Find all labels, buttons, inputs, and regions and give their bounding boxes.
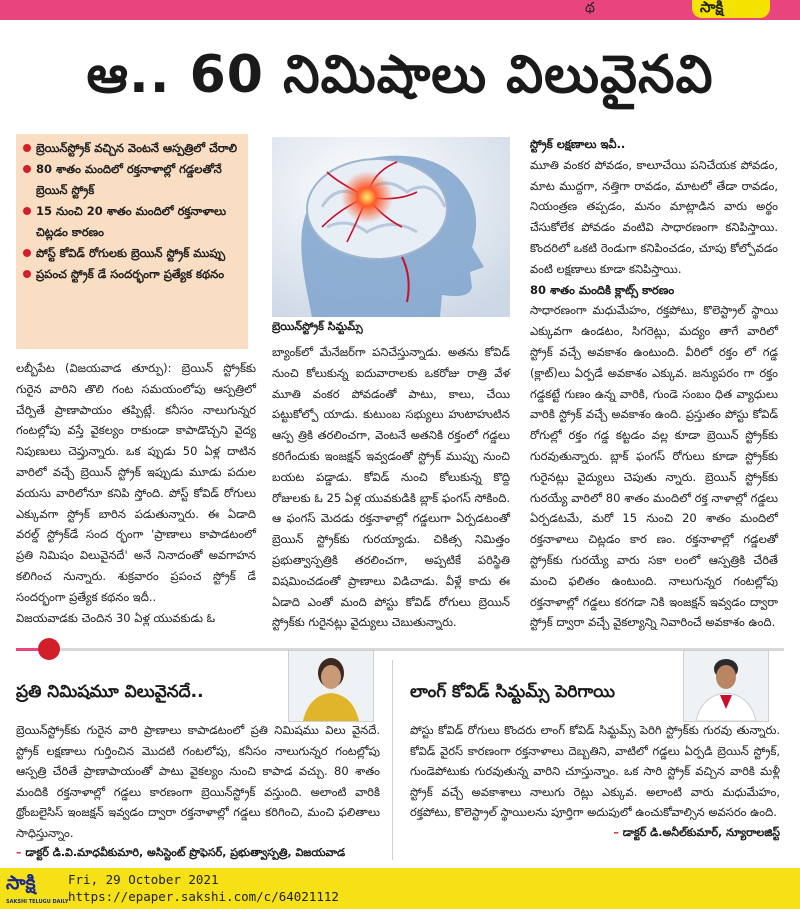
highlight-item: 80 శాతం మందిలో రక్తనాళాల్లో గడ్డలతోనే బ్రెయిన్ స్ట్రోక్ [22,159,242,201]
quote-left-signature: డాక్టర్ డి.వి.మాధవీకుమారి, అసిస్టెంట్ ప్రొఫెసర్, ప్రభుత్వాస్పత్రి, విజయవాడ [25,846,346,859]
brand-tab-label: సాక్షి [700,0,724,16]
divider-dot [38,638,60,660]
quote-right: పోస్టు కోవిడ్ రోగులు కొందరు లాంగ్ కోవిడ్ సిమ్టమ్స్ పెరిగి స్ట్రోక్‌కు గురవు తున్నారు. కోవిడ్ వైరస్ కారణంగా రక్తనాళాలు దెబ్బతిని, వాటిలో గడ్డలు ఏర్పడి బ్రెయిన్ స్ట్రోక్, గుండెపోటుకు గురవుతున్న వారిని చూస్తున్నాం. ఒక సారి స్ట్రోక్ వచ్చిన వారికి మళ్లీ స్ట్రోక్ వచ్చే అవకాశాలు నాలుగు రెట్లు ఎక్కువ. అలాంటి వారు మధుమేహం, రక్తపోటు, కొలెస్ట్రాల్ స్థాయిలను పూర్తిగా అదుపులో ఉంచుకోవాల్సిన అవసరం ఉంది. – డాక్టర్ డి.అనీల్‌కుమార్, న్యూరాలజిస్ట్ [410,720,780,843]
left-column [16,358,256,628]
highlights-box [16,134,248,349]
top-bar-mark: థ [585,0,595,16]
quote-right-title: లాంగ్ కోవిడ్ సిమ్టమ్స్ పెరిగాయి [410,682,616,702]
footer-meta [68,871,339,905]
epaper-link[interactable]: https://epaper.sakshi.com/c/64021112 [68,889,339,904]
brand-tab [692,0,770,18]
clots-text: సాధారణంగా మధుమేహం, రక్తపోటు, కొలెస్ట్రాల్ స్థాయి ఎక్కువగా ఉండటం, సిగరెట్లు, మద్యం తాగే వారిలో స్ట్రోక్ వచ్చే అవకాశం ఉంటుంది. వీరిలో రక్తం లో గడ్డ (క్లాట్)లు ఏర్పడే అవకాశం ఎక్కువ. జన్యుపరం గా రక్తం గడ్డకట్టే గుణం ఉన్న వారికి, గుండె సంబం ధిత వ్యాధులు వారికి స్ట్రోక్ వచ్చే అవకాశం ఉంది. ప్రస్తుతం పోస్టు కోవిడ్ రోగుల్లో రక్తం గడ్డ కట్టడం వల్ల కూడా బ్రెయిన్ స్ట్రోక్‌కు గురవుతున్నారు. బ్లాక్ ఫంగస్ రోగులు కూడా స్ట్రోక్‌కు గురైనట్లు వైద్యులు చెపుతు న్నారు. బ్రెయిన్ స్ట్రోక్‌కు గురయ్యే వారిలో 80 శాతం మందిలో రక్త నాళాల్లో గడ్డలు ఏర్పడటమే, మరో 15 నుంచి 20 శాతం మందిలో రక్తనాళాలు చిట్లడం కార ణం. రక్తనాళాల్లో గడ్డలతో స్ట్రోక్‌కు గురయ్యే వారు సకా లంలో ఆస్పత్రికి చేరితే మంచి ఫలితం ఉంటుంది. నాలుగున్నర గంటల్లోపు రక్తనాళాల్లో గడ్డలు కరగడా నికి ఇంజక్షన్ ఇవ్వడం ద్వారా స్ట్రోక్ ద్వారా వచ్చే వైకల్యాన్ని నివారించే అవకాశం ఉంది. [530,303,778,630]
top-color-bar [0,0,800,20]
left-column-text: లబ్బీపేట (విజయవాడ తూర్పు): బ్రెయిన్ స్ట్రోక్‌కు గురైన వారిని తొలి గంట సమయంలోపు ఆస్పత్రిలో చేర్పితే ప్రాణాపాయం తప్పిట్లే. కనీసం నాలుగున్నర గంటల్లోపు వస్తే వైకల్యం రాకుండా కాపాడొచ్చని వైద్య నిపుణులు చెప్తున్నారు. ఒక ప్పుడు 50 ఏళ్ల దాటిన వారిలో వచ్చే బ్రెయిన్ స్ట్రోక్ ఇప్పుడు మూడు పదుల వయసు వారిలోనూ కనిపి స్తోంది. పోస్ట్ కోవిడ్ రోగులు ఎక్కువగా స్ట్రోక్ బారిన పడుతున్నారు. ఈ ఏడాది వరల్డ్ స్ట్రోక్‌డే సంద ర్భంగా 'ప్రాణాలు కాపాడటంలో ప్రతి నిమిషం విలువైనదే' అనే నినాదంతో అవగాహన కలిగించ నున్నారు. శుక్రవారం ప్రపంచ స్ట్రోక్ డే సందర్భంగా ప్రత్యేక కథనం ఇదీ.. [16,361,256,604]
footer-bar [0,868,800,909]
middle-column-text: బ్యాంక్‌లో మేనేజర్‌గా పనిచేస్తున్నాడు. అతను కోవిడ్ నుంచి కోలుకున్న ఐదువారాలకు ఒకరోజు రాత్రి వేళ మూతి వంకర పోవడంతో పాటు, కాలు, చేయి పట్టుకోల్పో యాడు. కుటుంబ సభ్యులు హుటాహుటిన ఆస్ప త్రికి తరలించగా, వెంటనే అతనికి రక్తంలో గడ్డలు కరిగేందుకు ఇంజక్షన్ ఇవ్వడంతో స్ట్రోక్ ముప్పు నుంచి బయట పడ్డాడు. కోవిడ్ నుంచి కోలుకున్న కొద్ది రోజులకు ఓ 25 ఏళ్ల యువకుడికి బ్లాక్ ఫంగస్ సోకింది. ఆ ఫంగస్ మెదడు రక్తనాళాల్లో గడ్డలుగా ఏర్పడటంతో బ్రెయిన్ స్ట్రోక్‌కు గురయ్యాడు. చికిత్స నిమిత్తం ప్రభుత్వాస్పత్రికి తరలించగా, అప్పటికే పరిస్థితి విషమించడంతో ప్రాణాలు విడిచాడు. వీళ్లే కాదు ఈ ఏడాది ఎంతో మంది పోస్టు కోవిడ్ రోగులు బ్రెయిన్ స్ట్రోక్‌కు గురైనట్లు వైద్యులు చెబుతున్నారు. [272,345,510,630]
highlight-item: ప్రపంచ స్ట్రోక్ డే సందర్భంగా ప్రత్యేక కథనం [22,264,242,285]
highlight-item: పోస్ట్ కోవిడ్ రోగులకు బ్రెయిన్ స్ట్రోక్ ముప్పు [22,243,242,264]
logo-subtitle: SAKSHI TELUGU DAILY [6,899,69,905]
subhead-clots: 80 శాతం మందికి క్లాట్స్ కారణం [530,282,675,297]
middle-column [272,342,510,633]
article-headline: ఆ.. 60 నిమిషాలు విలువైనవి [86,45,714,105]
brain-stroke-image [272,137,510,317]
highlight-item: బ్రెయిన్‌స్ట్రోక్ వచ్చిన వెంటనే ఆస్పత్రిలో చేరాలి [22,138,242,159]
quote-left: బ్రెయిన్‌స్ట్రోక్‌కు గురైన వారి ప్రాణాలు కాపాడటంలో ప్రతి నిమిషము విలు వైనదే. స్ట్రోక్ లక్షణాలు గుర్తించిన మొదటి గంటలోపు, కనీసం నాలుగున్నర గంటల్లోపు ఆస్పత్రి చేరితే ప్రాణాపాయంతో పాటు వైకల్యం నుంచి కాపాడ వచ్చు. 80 శాతం మందికి రక్తనాళాల్లో గడ్డలు కారణంగా బ్రెయిన్‌స్ట్రోక్ వస్తుంది. అలాంటి వారికి థ్రోంబలైసిస్ ఇంజక్షన్ ఇవ్వడం ద్వారా రక్తనాళాల్లో గడ్డలు కరిగించి, మంచి ఫలితాలు సాధిస్తున్నాం. – డాక్టర్ డి.వి.మాధవీకుమారి, అసిస్టెంట్ ప్రొఫెసర్, ప్రభుత్వాస్పత్రి, విజయవాడ [16,720,380,864]
column-separator [392,660,393,860]
sakshi-logo[interactable] [6,872,69,906]
logo-word: సాక్షి [6,872,36,894]
quote-left-text: బ్రెయిన్‌స్ట్రోక్‌కు గురైన వారి ప్రాణాలు కాపాడటంలో ప్రతి నిమిషము విలు వైనదే. స్ట్రోక్ లక్షణాలు గుర్తించిన మొదటి గంటలోపు, కనీసం నాలుగున్నర గంటల్లోపు ఆస్పత్రి చేరితే ప్రాణాపాయంతో పాటు వైకల్యం నుంచి కాపాడ వచ్చు. 80 శాతం మందికి రక్తనాళాల్లో గడ్డలు కారణంగా బ్రెయిన్‌స్ట్రోక్ వస్తుంది. అలాంటి వారికి థ్రోంబలైసిస్ ఇంజక్షన్ ఇవ్వడం ద్వారా రక్తనాళాల్లో గడ్డలు కరిగించి, మంచి ఫలితాలు సాధిస్తున్నాం. [16,723,380,840]
symptoms-text: మూతి వంకర పోవడం, కాలూచేయి పనిచేయక పోవడం, మాట ముద్దగా, నత్తిగా రావడం, మాటలో తేడా రావడం, నియంత్రణ తప్పడం, మనం మాట్లాడిన వారు అర్థం చేసుకోలేక పోవడం వంటివి సాధారణంగా కనిపిస్తాయి. కొందరిలో ఒకటి రెండుగా కనిపించడం, చూపు కోల్పోవడం వంటి లక్షణాలు కూడా కనిపిస్తాయి. [530,157,778,276]
highlight-item: 15 నుంచి 20 శాతం మందిలో రక్తనాళాలు చిట్లడం కారణం [22,201,242,243]
section-divider [16,648,784,651]
quote-right-text: పోస్టు కోవిడ్ రోగులు కొందరు లాంగ్ కోవిడ్ సిమ్టమ్స్ పెరిగి స్ట్రోక్‌కు గురవు తున్నారు. కోవిడ్ వైరస్ కారణంగా రక్తనాళాలు దెబ్బతిని, వాటిలో గడ్డలు ఏర్పడి బ్రెయిన్ స్ట్రోక్, గుండెపోటుకు గురవుతున్న వారిని చూస్తున్నాం. ఒక సారి స్ట్రోక్ వచ్చిన వారికి మళ్లీ స్ట్రోక్ వచ్చే అవకాశాలు నాలుగు రెట్లు ఎక్కువ. అలాంటి వారు మధుమేహం, రక్తపోటు, కొలెస్ట్రాల్ స్థాయిలను పూర్తిగా అదుపులో ఉంచుకోవాల్సిన అవసరం ఉంది. [410,723,780,819]
doctor-photo-female [288,650,374,722]
left-column-tail: విజయవాడకు చెందిన 30 ఏళ్ల యువకుడు ఓ [16,610,216,625]
stroke-hotspot [341,171,393,223]
quote-right-signature: డాక్టర్ డి.అనీల్‌కుమార్, న్యూరాలజిస్ట్ [622,825,780,839]
doctor-photo-male [683,650,769,722]
right-column [530,134,778,633]
image-caption: బ్రెయిన్‌స్ట్రోక్ సిమ్టమ్స్ [272,320,363,333]
subhead-symptoms: స్ట్రోక్ లక్షణాలు ఇవీ.. [530,137,626,151]
publication-date: Fri, 29 October 2021 [68,872,219,887]
quote-left-title: ప్రతి నిమిషమూ విలువైనదే.. [16,682,204,702]
